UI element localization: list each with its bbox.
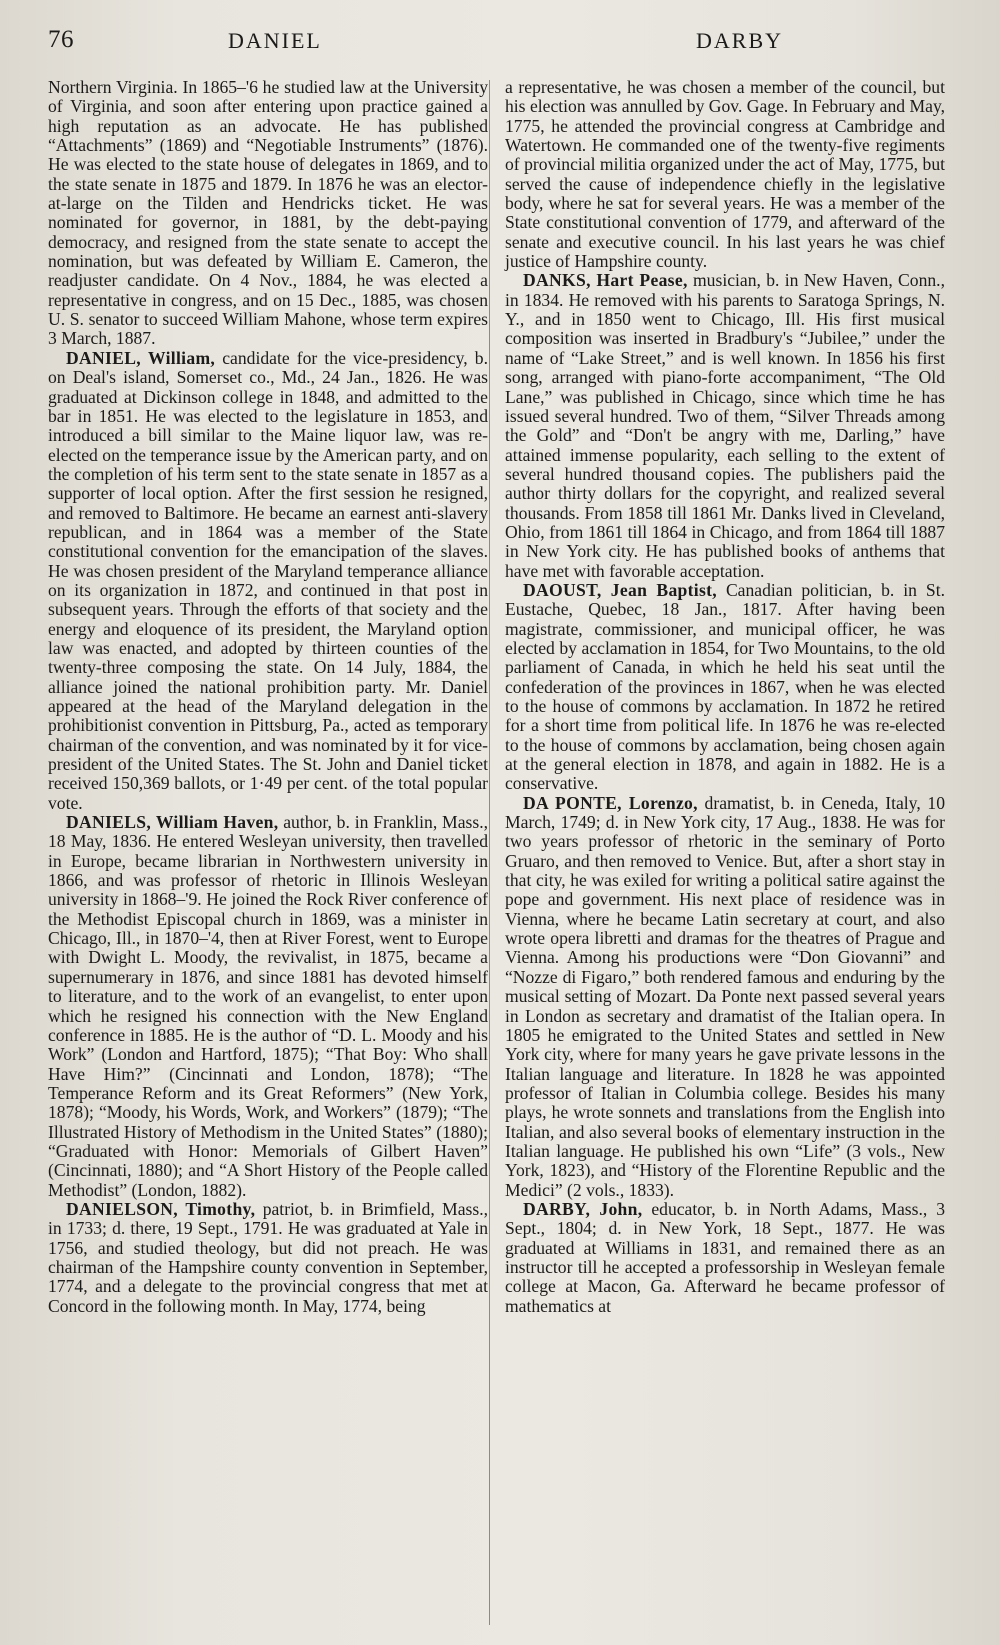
continuation-text: a representative, he was chosen a member of the council, but his election was annulled by Gov. Gage. In February and May, 1775, he attended the provincial congress at Cambridge and Watertown. He commanded one of the twenty-five regiments of provincial militia organized under the act of May, 1775, but served the cause of independence chiefly in the legislative body, where he sat for several years. He was a member of the State constitutional convention of 1779, and afterward of the senate and executive council. In his last years he was chief justice of Hampshire county. — [505, 77, 945, 272]
entry-headword: DAOUST, Jean Baptist, — [523, 579, 717, 600]
entry-text: Canadian politician, b. in St. Eustache, Quebec, 18 Jan., 1817. After having been magistrate, commissioner, and municipal officer, he was elected by acclamation in 1854, for Two Mountains, to the old parliament of Canada, in which he held his seat until the confederation of the provinces in 1867, when he was elected to the house of commons by acclamation. In 1872 he retired for a short time from political life. In 1876 he was re-elected to the house of commons by acclamation, being chosen again at the general election in 1878, and again in 1882. He is a conservative. — [505, 579, 945, 794]
entry-danielson-timothy — [48, 1200, 488, 1316]
entry-headword: DARBY, John, — [523, 1198, 643, 1219]
left-column — [48, 78, 488, 1316]
page-number: 76 — [48, 26, 74, 53]
entry-daniels-william-haven — [48, 813, 488, 1200]
column-divider — [489, 80, 490, 1625]
entry-danks-hart-pease — [505, 271, 945, 581]
entry-text: patriot, b. in Brimfield, Mass., in 1733; d. there, 19 Sept., 1791. He was graduated at Yale in 1756, and studied theology, but did not preach. He was chairman of the Hampshire county convention in September, 1774, and a delegate to the provincial congress that met at Concord in the following month. In May, 1774, being — [48, 1198, 488, 1316]
running-head-left: DANIEL — [228, 28, 322, 53]
entry-headword: DANIELS, William Haven, — [66, 812, 279, 833]
entry-daniel-william — [48, 349, 488, 813]
entry-headword: DANKS, Hart Pease, — [523, 270, 688, 291]
running-head-right: DARBY — [696, 28, 784, 53]
entry-headword: DA PONTE, Lorenzo, — [523, 792, 698, 813]
entry-text: educator, b. in North Adams, Mass., 3 Sept., 1804; d. in New York, 18 Sept., 1877. He was graduated at Williams in 1831, and remained there as an instructor till he accepted a professorship in Wesleyan female college at Macon, Ga. Afterward he became professor of mathematics at — [505, 1198, 946, 1316]
entry-da-ponte-lorenzo — [505, 794, 945, 1200]
entry-headword: DANIEL, William, — [66, 347, 216, 368]
entry-daoust-jean-baptist — [505, 581, 945, 794]
entry-text: author, b. in Franklin, Mass., 18 May, 1836. He entered Wesleyan university, then travelled in Europe, became librarian in Northwestern university in 1866, and was professor of rhetoric in Illinois Wesleyan university in 1868–'9. He joined the Rock River conference of the Methodist Episcopal church in 1869, was a minister in Chicago, Ill., in 1870–'4, then at River Forest, went to Europe with Dwight L. Moody, the revivalist, in 1875, became a supernumerary in 1876, and since 1881 has devoted himself to literature, and to the work of an evangelist, to enter upon which he resigned his connection with the New England conference in 1885. He is the author of “D. L. Moody and his Work” (London and Hartford, 1875); “That Boy: Who shall Have Him?” (Cincinnati and London, 1878); “The Temperance Reform and its Great Reformers” (New York, 1878); “Moody, his Words, Work, and Workers” (1879); “The Illustrated History of Methodism in the United States” (1880); “Graduated with Honor: Memorials of Gilbert Haven” (Cincinnati, 1880); and “A Short History of the People called Methodist” (London, 1882). — [48, 812, 488, 1200]
entry-text: musician, b. in New Haven, Conn., in 1834. He removed with his parents to Saratoga Springs, N. Y., and in 1850 went to Chicago, Ill. His first musical composition was inserted in Bradbury's “Jubilee,” under the name of “Lake Street,” and is well known. In 1856 his first song, arranged with piano-forte accompaniment, “The Old Lane,” was published in Chicago, since which time he has issued several hundred. Two of them, “Silver Threads among the Gold” and “Don't be angry with me, Darling,” have attained immense popularity, each selling to the extent of several hundred thousand copies. The publishers paid the author thirty dollars for the copyright, and realized several thousands. From 1858 till 1861 Mr. Danks lived in Cleveland, Ohio, from 1861 till 1864 in Chicago, and from 1864 till 1887 in New York city. He has published books of anthems that have met with favorable acceptation. — [505, 270, 945, 581]
entry-headword: DANIELSON, Timothy, — [66, 1198, 256, 1219]
entry-text: candidate for the vice-presidency, b. on Deal's island, Somerset co., Md., 24 Jan., 1826. He was graduated at Dickinson college in 1848, and admitted to the bar in 1851. He was elected to the legislature in 1853, and introduced a bill similar to the Maine liquor law, was re-elected on the temperance issue by the American party, and on the completion of his term sent to the state senate in 1857 as a supporter of local option. After the first session he resigned, and removed to Baltimore. He became an earnest anti-slavery republican, and in 1864 was a member of the State constitutional convention for the emancipation of the slaves. He was chosen president of the Maryland temperance alliance on its organization in 1872, and continued in that post in subsequent years. Through the efforts of that society and the energy and eloquence of its president, the Maryland option law was enacted, and adopted by thirteen counties of the twenty-three composing the state. On 14 July, 1884, the alliance joined the national prohibition party. Mr. Daniel appeared at the head of the Maryland delegation in the prohibitionist convention in Pittsburg, Pa., acted as temporary chairman of the convention, and was nominated by it for vice-president of the United States. The St. John and Daniel ticket received 150,369 ballots, or 1·49 per cent. of the total popular vote. — [48, 347, 488, 813]
entry-text: dramatist, b. in Ceneda, Italy, 10 March, 1749; d. in New York city, 17 Aug., 1838. He was for two years professor of rhetoric in the seminary of Porto Gruaro, and then removed to Venice. But, after a short stay in that city, he was exiled for writing a political satire against the pope and government. His next place of residence was in Vienna, where he became Latin secretary at court, and also wrote opera libretti and dramas for the theatres of Prague and Vienna. Among his productions were “Don Giovanni” and “Nozze di Figaro,” both rendered famous and enduring by the musical setting of Mozart. Da Ponte next passed several years in London as secretary and dramatist of the Italian opera. In 1805 he emigrated to the United States and settled in New York city, where for many years he gave private lessons in the Italian language and literature. In 1828 he was appointed professor of Italian in Columbia college. Besides his many plays, he wrote sonnets and translations from the English into Italian, and also several books of elementary instruction in the Italian language. He published his own “Life” (3 vols., New York, 1823), and “History of the Florentine Republic and the Medici” (2 vols., 1833). — [505, 792, 946, 1200]
entry-darby-john — [505, 1200, 945, 1316]
continuation-text: Northern Virginia. In 1865–'6 he studied law at the University of Virginia, and soon after entering upon practice gained a high reputation as an advocate. He has published “Attachments” (1869) and “Negotiable Instruments” (1876). He was elected to the state house of delegates in 1869, and to the state senate in 1875 and 1879. In 1876 he was an elector-at-large on the Tilden and Hendricks ticket. He was nominated for governor, in 1881, by the debt-paying democracy, and resigned from the state senate to accept the nomination, but was defeated by William E. Cameron, the readjuster candidate. On 4 Nov., 1884, he was elected a representative in congress, and on 15 Dec., 1885, was chosen U. S. senator to succeed William Mahone, whose term expires 3 March, 1887. — [48, 77, 488, 349]
right-column — [505, 78, 945, 1316]
